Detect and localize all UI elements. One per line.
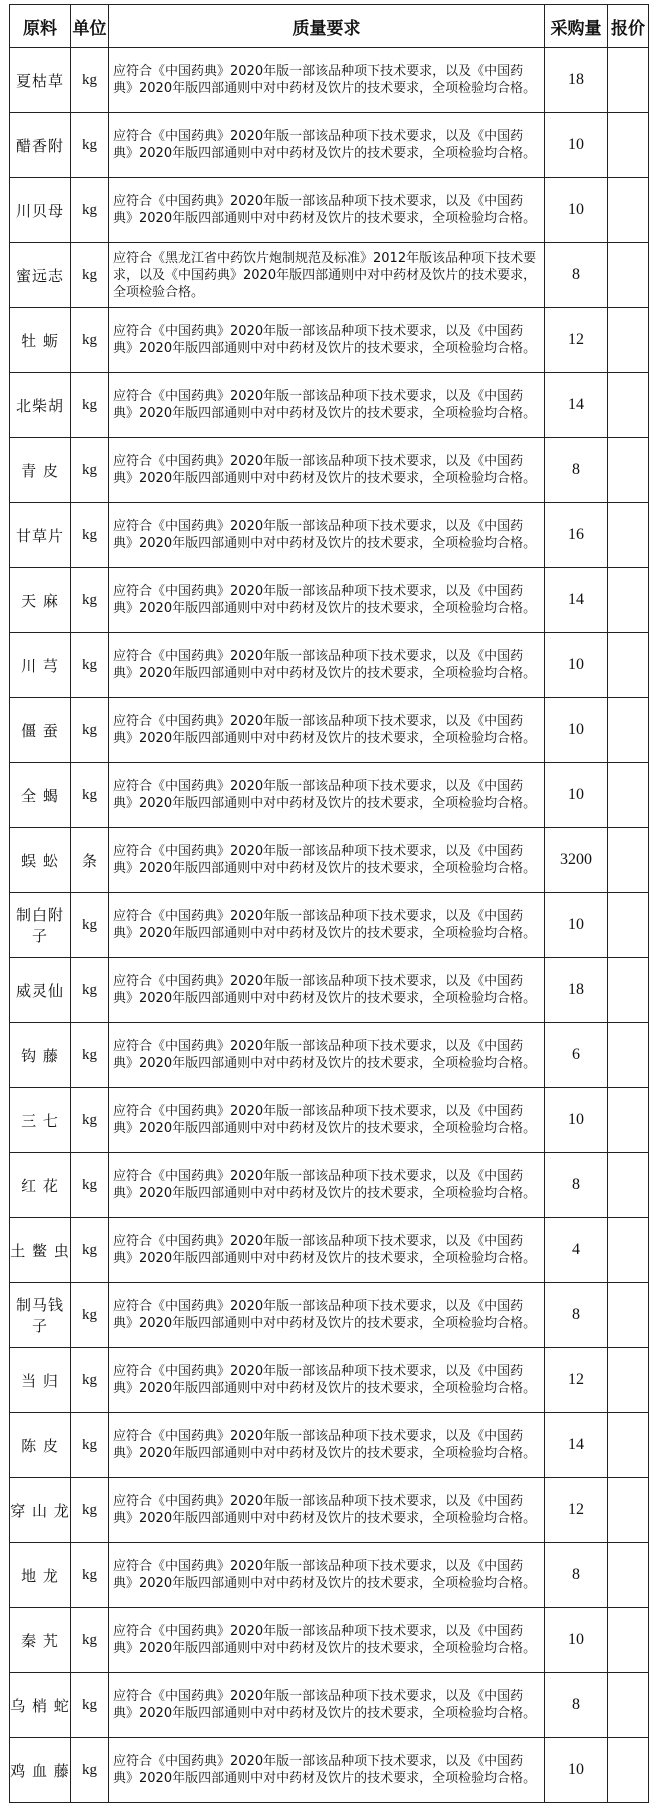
table-row	[10, 1088, 649, 1153]
requirement-cell: 应符合《中国药典》2020年版一部该品种项下技术要求，以及《中国药典》2020年版四部通则中对中药材及饮片的技术要求，全项检验均合格。	[109, 1088, 545, 1153]
table-row	[10, 113, 649, 178]
quantity-cell: 6	[545, 1023, 608, 1088]
header-price: 报价	[608, 5, 649, 48]
price-cell	[608, 503, 649, 568]
quantity-cell: 10	[545, 1738, 608, 1803]
quantity-cell: 8	[545, 1673, 608, 1738]
table-row	[10, 1348, 649, 1413]
unit-cell: kg	[71, 633, 109, 698]
price-cell	[608, 763, 649, 828]
price-cell	[608, 1283, 649, 1348]
material-cell: 川 芎	[10, 633, 71, 698]
requirement-cell: 应符合《中国药典》2020年版一部该品种项下技术要求，以及《中国药典》2020年版四部通则中对中药材及饮片的技术要求，全项检验均合格。	[109, 503, 545, 568]
material-cell: 僵 蚕	[10, 698, 71, 763]
quantity-cell: 14	[545, 1413, 608, 1478]
table-row	[10, 1608, 649, 1673]
unit-cell: kg	[71, 243, 109, 308]
requirement-cell: 应符合《中国药典》2020年版一部该品种项下技术要求，以及《中国药典》2020年版四部通则中对中药材及饮片的技术要求，全项检验均合格。	[109, 698, 545, 763]
requirement-cell: 应符合《中国药典》2020年版一部该品种项下技术要求，以及《中国药典》2020年版四部通则中对中药材及饮片的技术要求，全项检验均合格。	[109, 568, 545, 633]
material-cell: 穿 山 龙	[10, 1478, 71, 1543]
unit-cell: kg	[71, 438, 109, 503]
material-cell: 陈 皮	[10, 1413, 71, 1478]
unit-cell: kg	[71, 1413, 109, 1478]
table-row	[10, 1283, 649, 1348]
price-cell	[608, 373, 649, 438]
table-row	[10, 763, 649, 828]
table-row	[10, 438, 649, 503]
table-row	[10, 1738, 649, 1803]
requirement-cell: 应符合《中国药典》2020年版一部该品种项下技术要求，以及《中国药典》2020年版四部通则中对中药材及饮片的技术要求，全项检验均合格。	[109, 1738, 545, 1803]
price-cell	[608, 1673, 649, 1738]
quantity-cell: 14	[545, 373, 608, 438]
requirement-cell: 应符合《中国药典》2020年版一部该品种项下技术要求，以及《中国药典》2020年版四部通则中对中药材及饮片的技术要求，全项检验均合格。	[109, 828, 545, 893]
material-cell: 乌 梢 蛇	[10, 1673, 71, 1738]
quantity-cell: 14	[545, 568, 608, 633]
price-cell	[608, 698, 649, 763]
requirement-cell: 应符合《中国药典》2020年版一部该品种项下技术要求，以及《中国药典》2020年版四部通则中对中药材及饮片的技术要求，全项检验均合格。	[109, 1608, 545, 1673]
quantity-cell: 10	[545, 113, 608, 178]
requirement-cell: 应符合《中国药典》2020年版一部该品种项下技术要求，以及《中国药典》2020年版四部通则中对中药材及饮片的技术要求，全项检验均合格。	[109, 1023, 545, 1088]
table-row	[10, 48, 649, 113]
price-cell	[608, 48, 649, 113]
material-cell: 天 麻	[10, 568, 71, 633]
table-row	[10, 1153, 649, 1218]
unit-cell: kg	[71, 1348, 109, 1413]
unit-cell: kg	[71, 1478, 109, 1543]
requirement-cell: 应符合《中国药典》2020年版一部该品种项下技术要求，以及《中国药典》2020年版四部通则中对中药材及饮片的技术要求，全项检验均合格。	[109, 308, 545, 373]
material-cell: 秦 艽	[10, 1608, 71, 1673]
price-cell	[608, 438, 649, 503]
unit-cell: kg	[71, 178, 109, 243]
material-cell: 全 蝎	[10, 763, 71, 828]
quantity-cell: 3200	[545, 828, 608, 893]
quantity-cell: 10	[545, 178, 608, 243]
unit-cell: kg	[71, 48, 109, 113]
price-cell	[608, 893, 649, 958]
header-unit: 单位	[71, 5, 109, 48]
quantity-cell: 10	[545, 1608, 608, 1673]
requirement-cell: 应符合《中国药典》2020年版一部该品种项下技术要求，以及《中国药典》2020年版四部通则中对中药材及饮片的技术要求，全项检验均合格。	[109, 958, 545, 1023]
quantity-cell: 10	[545, 698, 608, 763]
unit-cell: kg	[71, 763, 109, 828]
unit-cell: kg	[71, 893, 109, 958]
material-cell: 当 归	[10, 1348, 71, 1413]
header-material: 原料	[10, 5, 71, 48]
requirement-cell: 应符合《中国药典》2020年版一部该品种项下技术要求，以及《中国药典》2020年版四部通则中对中药材及饮片的技术要求，全项检验均合格。	[109, 373, 545, 438]
table-row	[10, 308, 649, 373]
table-row	[10, 178, 649, 243]
material-cell: 牡 蛎	[10, 308, 71, 373]
procurement-table	[9, 4, 649, 1803]
material-cell: 川贝母	[10, 178, 71, 243]
table-row	[10, 1218, 649, 1283]
material-cell: 蜜远志	[10, 243, 71, 308]
unit-cell: kg	[71, 958, 109, 1023]
price-cell	[608, 1153, 649, 1218]
material-cell: 钩 藤	[10, 1023, 71, 1088]
price-cell	[608, 243, 649, 308]
requirement-cell: 应符合《中国药典》2020年版一部该品种项下技术要求，以及《中国药典》2020年版四部通则中对中药材及饮片的技术要求，全项检验均合格。	[109, 48, 545, 113]
header-quantity: 采购量	[545, 5, 608, 48]
table-row	[10, 373, 649, 438]
requirement-cell: 应符合《中国药典》2020年版一部该品种项下技术要求，以及《中国药典》2020年版四部通则中对中药材及饮片的技术要求，全项检验均合格。	[109, 1348, 545, 1413]
price-cell	[608, 1543, 649, 1608]
unit-cell: kg	[71, 1738, 109, 1803]
price-cell	[608, 1478, 649, 1543]
requirement-cell: 应符合《中国药典》2020年版一部该品种项下技术要求，以及《中国药典》2020年版四部通则中对中药材及饮片的技术要求，全项检验均合格。	[109, 763, 545, 828]
unit-cell: kg	[71, 1608, 109, 1673]
price-cell	[608, 308, 649, 373]
price-cell	[608, 633, 649, 698]
material-cell: 三 七	[10, 1088, 71, 1153]
table-row	[10, 1478, 649, 1543]
unit-cell: kg	[71, 503, 109, 568]
quantity-cell: 10	[545, 1088, 608, 1153]
price-cell	[608, 1348, 649, 1413]
material-cell: 鸡 血 藤	[10, 1738, 71, 1803]
table-row	[10, 1413, 649, 1478]
unit-cell: 条	[71, 828, 109, 893]
requirement-cell: 应符合《中国药典》2020年版一部该品种项下技术要求，以及《中国药典》2020年版四部通则中对中药材及饮片的技术要求，全项检验均合格。	[109, 178, 545, 243]
material-cell: 制马钱子	[10, 1283, 71, 1348]
price-cell	[608, 1218, 649, 1283]
table-row	[10, 243, 649, 308]
requirement-cell: 应符合《中国药典》2020年版一部该品种项下技术要求，以及《中国药典》2020年版四部通则中对中药材及饮片的技术要求，全项检验均合格。	[109, 1543, 545, 1608]
table-row	[10, 828, 649, 893]
unit-cell: kg	[71, 113, 109, 178]
quantity-cell: 12	[545, 1478, 608, 1543]
unit-cell: kg	[71, 698, 109, 763]
price-cell	[608, 1088, 649, 1153]
quantity-cell: 18	[545, 48, 608, 113]
quantity-cell: 18	[545, 958, 608, 1023]
material-cell: 制白附子	[10, 893, 71, 958]
price-cell	[608, 178, 649, 243]
requirement-cell: 应符合《中国药典》2020年版一部该品种项下技术要求，以及《中国药典》2020年版四部通则中对中药材及饮片的技术要求，全项检验均合格。	[109, 1413, 545, 1478]
material-cell: 地 龙	[10, 1543, 71, 1608]
price-cell	[608, 1738, 649, 1803]
requirement-cell: 应符合《中国药典》2020年版一部该品种项下技术要求，以及《中国药典》2020年版四部通则中对中药材及饮片的技术要求，全项检验均合格。	[109, 1283, 545, 1348]
quantity-cell: 8	[545, 1543, 608, 1608]
material-cell: 夏枯草	[10, 48, 71, 113]
material-cell: 北柴胡	[10, 373, 71, 438]
table-row	[10, 893, 649, 958]
material-cell: 蜈 蚣	[10, 828, 71, 893]
quantity-cell: 12	[545, 1348, 608, 1413]
header-quality: 质量要求	[109, 5, 545, 48]
quantity-cell: 8	[545, 438, 608, 503]
unit-cell: kg	[71, 1218, 109, 1283]
quantity-cell: 8	[545, 243, 608, 308]
requirement-cell: 应符合《中国药典》2020年版一部该品种项下技术要求，以及《中国药典》2020年版四部通则中对中药材及饮片的技术要求，全项检验均合格。	[109, 633, 545, 698]
quantity-cell: 12	[545, 308, 608, 373]
unit-cell: kg	[71, 568, 109, 633]
requirement-cell: 应符合《中国药典》2020年版一部该品种项下技术要求，以及《中国药典》2020年版四部通则中对中药材及饮片的技术要求，全项检验均合格。	[109, 1218, 545, 1283]
unit-cell: kg	[71, 1153, 109, 1218]
material-cell: 甘草片	[10, 503, 71, 568]
requirement-cell: 应符合《中国药典》2020年版一部该品种项下技术要求，以及《中国药典》2020年版四部通则中对中药材及饮片的技术要求，全项检验均合格。	[109, 893, 545, 958]
requirement-cell: 应符合《中国药典》2020年版一部该品种项下技术要求，以及《中国药典》2020年版四部通则中对中药材及饮片的技术要求，全项检验均合格。	[109, 438, 545, 503]
price-cell	[608, 568, 649, 633]
requirement-cell: 应符合《中国药典》2020年版一部该品种项下技术要求，以及《中国药典》2020年版四部通则中对中药材及饮片的技术要求，全项检验均合格。	[109, 1673, 545, 1738]
unit-cell: kg	[71, 1088, 109, 1153]
price-cell	[608, 1023, 649, 1088]
table-header-row	[10, 5, 649, 48]
unit-cell: kg	[71, 1673, 109, 1738]
quantity-cell: 10	[545, 893, 608, 958]
quantity-cell: 10	[545, 633, 608, 698]
unit-cell: kg	[71, 1023, 109, 1088]
table-row	[10, 1023, 649, 1088]
price-cell	[608, 1413, 649, 1478]
material-cell: 威灵仙	[10, 958, 71, 1023]
price-cell	[608, 113, 649, 178]
unit-cell: kg	[71, 1543, 109, 1608]
table-row	[10, 1543, 649, 1608]
unit-cell: kg	[71, 373, 109, 438]
table-row	[10, 503, 649, 568]
material-cell: 青 皮	[10, 438, 71, 503]
table-row	[10, 698, 649, 763]
table-row	[10, 1673, 649, 1738]
quantity-cell: 8	[545, 1283, 608, 1348]
price-cell	[608, 1608, 649, 1673]
quantity-cell: 8	[545, 1153, 608, 1218]
requirement-cell: 应符合《中国药典》2020年版一部该品种项下技术要求，以及《中国药典》2020年版四部通则中对中药材及饮片的技术要求，全项检验均合格。	[109, 1153, 545, 1218]
material-cell: 红 花	[10, 1153, 71, 1218]
unit-cell: kg	[71, 1283, 109, 1348]
requirement-cell: 应符合《中国药典》2020年版一部该品种项下技术要求，以及《中国药典》2020年版四部通则中对中药材及饮片的技术要求，全项检验均合格。	[109, 113, 545, 178]
requirement-cell: 应符合《中国药典》2020年版一部该品种项下技术要求，以及《中国药典》2020年版四部通则中对中药材及饮片的技术要求，全项检验均合格。	[109, 1478, 545, 1543]
table-row	[10, 568, 649, 633]
price-cell	[608, 958, 649, 1023]
requirement-cell: 应符合《黑龙江省中药饮片炮制规范及标准》2012年版该品种项下技术要求，以及《中国药典》2020年版四部通则中对中药材及饮片的技术要求，全项检验合格。	[109, 243, 545, 308]
table-row	[10, 633, 649, 698]
material-cell: 醋香附	[10, 113, 71, 178]
material-cell: 土 鳖 虫	[10, 1218, 71, 1283]
price-cell	[608, 828, 649, 893]
table-row	[10, 958, 649, 1023]
quantity-cell: 16	[545, 503, 608, 568]
unit-cell: kg	[71, 308, 109, 373]
quantity-cell: 10	[545, 763, 608, 828]
quantity-cell: 4	[545, 1218, 608, 1283]
